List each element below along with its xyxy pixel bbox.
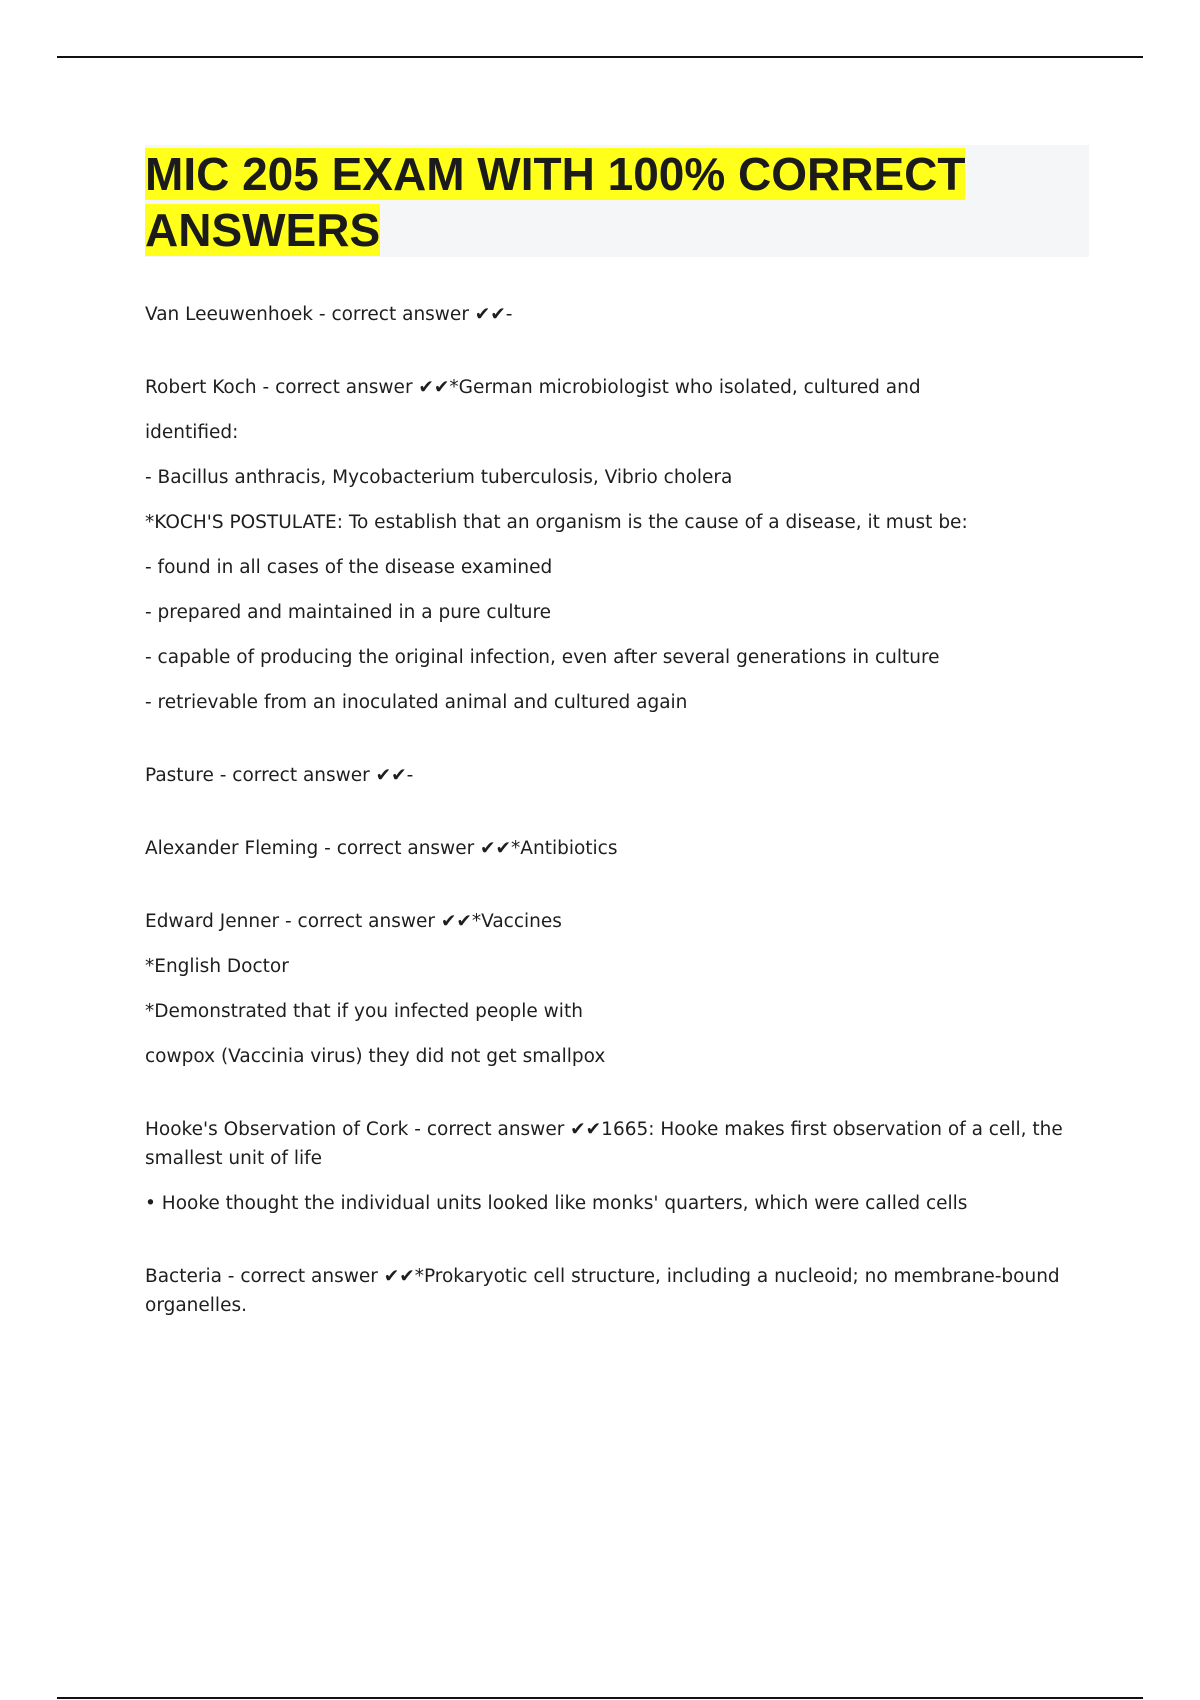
- qa-line: Edward Jenner - correct answer ✔✔*Vaccines: [145, 911, 562, 932]
- qa-line: Bacteria - correct answer ✔✔*Prokaryotic cell structure, including a nucleoid; no membrane-bound organelles.: [145, 1266, 1060, 1316]
- qa-entry-bacteria: [145, 1262, 1075, 1320]
- qa-line: *Demonstrated that if you infected people with: [145, 1001, 583, 1022]
- qa-line: - retrievable from an inoculated animal and cultured again: [145, 692, 688, 713]
- qa-line: Robert Koch - correct answer ✔✔*German microbiologist who isolated, cultured and: [145, 377, 921, 398]
- title-block: [145, 145, 1089, 257]
- qa-line: - prepared and maintained in a pure culture: [145, 602, 552, 623]
- qa-line: cowpox (Vaccinia virus) they did not get smallpox: [145, 1046, 606, 1067]
- qa-line: Pasture - correct answer ✔✔-: [145, 765, 414, 786]
- qa-line: Van Leeuwenhoek - correct answer ✔✔-: [145, 304, 513, 325]
- qa-entry-edward-jenner: [145, 907, 1075, 1071]
- qa-line: *KOCH'S POSTULATE: To establish that an organism is the cause of a disease, it must be:: [145, 512, 968, 533]
- qa-entry-robert-koch: [145, 373, 1075, 717]
- qa-line: - Bacillus anthracis, Mycobacterium tuberculosis, Vibrio cholera: [145, 467, 733, 488]
- qa-list: [145, 300, 1075, 1364]
- qa-entry-hooke-cork: [145, 1115, 1075, 1218]
- qa-line: Hooke's Observation of Cork - correct answer ✔✔1665: Hooke makes first observation of a cell, the smallest unit of life: [145, 1119, 1063, 1169]
- qa-line: • Hooke thought the individual units looked like monks' quarters, which were called cells: [145, 1193, 968, 1214]
- qa-line: *English Doctor: [145, 956, 289, 977]
- bottom-rule: [57, 1697, 1143, 1699]
- top-rule: [57, 56, 1143, 58]
- qa-entry-alexander-fleming: [145, 834, 1075, 863]
- qa-line: - capable of producing the original infection, even after several generations in culture: [145, 647, 940, 668]
- qa-line: Alexander Fleming - correct answer ✔✔*Antibiotics: [145, 838, 618, 859]
- qa-entry-van-leeuwenhoek: [145, 300, 1075, 329]
- page-title: [145, 145, 1045, 258]
- qa-entry-pasture: [145, 761, 1075, 790]
- qa-line: - found in all cases of the disease examined: [145, 557, 553, 578]
- qa-line: identified:: [145, 422, 239, 443]
- title-highlight: MIC 205 EXAM WITH 100% CORRECT ANSWERS: [145, 148, 966, 256]
